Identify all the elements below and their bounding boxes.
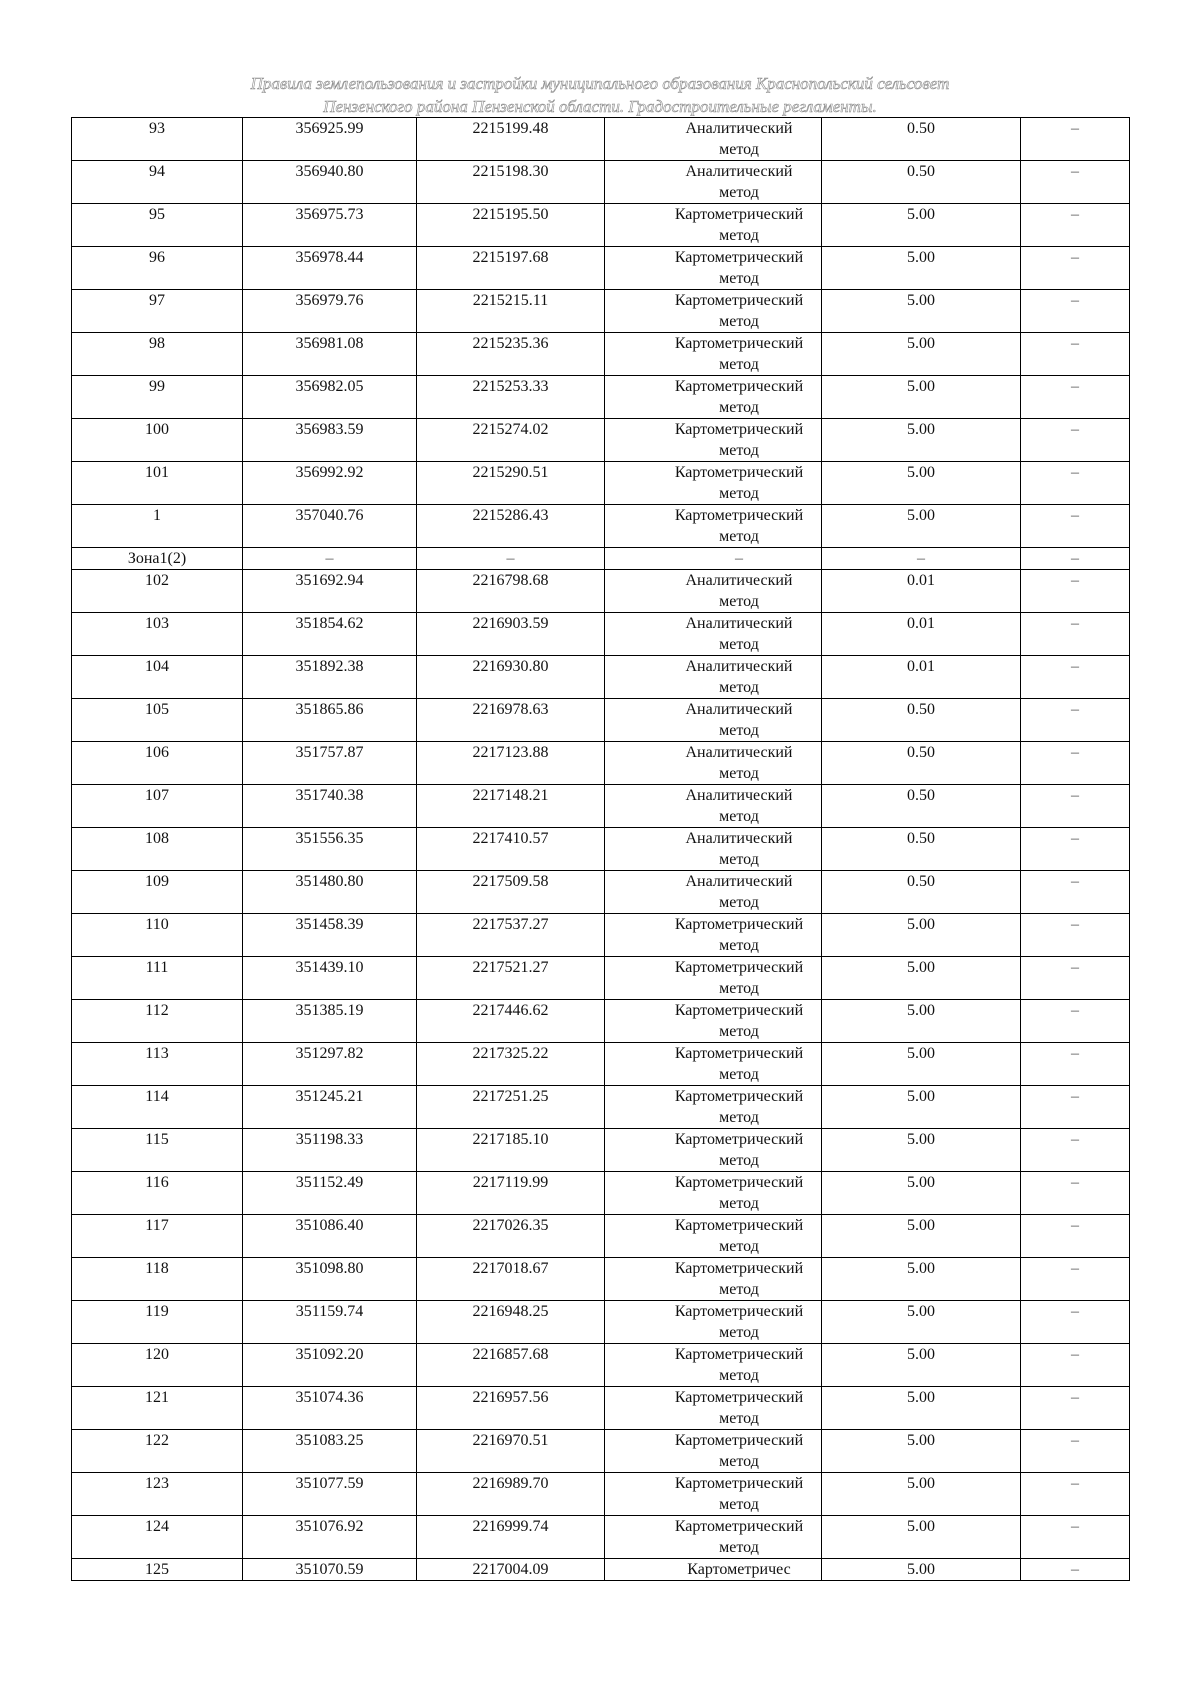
point-number-cell: 1 xyxy=(72,505,243,548)
x-coordinate-cell: 356981.08 xyxy=(243,333,417,376)
table-row xyxy=(72,957,1130,1000)
y-coordinate-cell: 2217004.09 xyxy=(417,1559,605,1581)
note-cell: – xyxy=(1021,1387,1130,1430)
note-cell: – xyxy=(1021,699,1130,742)
table-row xyxy=(72,1086,1130,1129)
method-cell xyxy=(605,204,822,247)
y-coordinate-cell: 2216957.56 xyxy=(417,1387,605,1430)
point-number-cell: 103 xyxy=(72,613,243,656)
table-row xyxy=(72,613,1130,656)
method-cell xyxy=(605,548,822,570)
table-row xyxy=(72,785,1130,828)
point-number-cell: 99 xyxy=(72,376,243,419)
accuracy-cell: 5.00 xyxy=(822,1258,1021,1301)
note-cell: – xyxy=(1021,742,1130,785)
point-number-cell: 105 xyxy=(72,699,243,742)
method-text: Картометрический метод xyxy=(674,1045,804,1083)
y-coordinate-cell: 2215199.48 xyxy=(417,118,605,161)
y-coordinate-cell: 2216798.68 xyxy=(417,570,605,613)
point-number-cell: 98 xyxy=(72,333,243,376)
y-coordinate-cell: 2217410.57 xyxy=(417,828,605,871)
method-cell xyxy=(605,871,822,914)
x-coordinate-cell: 351480.80 xyxy=(243,871,417,914)
x-coordinate-cell: 356992.92 xyxy=(243,462,417,505)
method-cell xyxy=(605,1430,822,1473)
point-number-cell: 112 xyxy=(72,1000,243,1043)
note-cell: – xyxy=(1021,1473,1130,1516)
method-text: Аналитический метод xyxy=(685,120,793,158)
point-number-cell: 102 xyxy=(72,570,243,613)
accuracy-cell: 5.00 xyxy=(822,247,1021,290)
x-coordinate-cell: 356979.76 xyxy=(243,290,417,333)
point-number-cell: 117 xyxy=(72,1215,243,1258)
coordinates-table xyxy=(71,117,1130,1581)
accuracy-cell: 0.01 xyxy=(822,613,1021,656)
table-row xyxy=(72,1215,1130,1258)
method-text: Картометрический метод xyxy=(674,1131,804,1169)
x-coordinate-cell: 351098.80 xyxy=(243,1258,417,1301)
method-text: Картометрический метод xyxy=(674,292,804,330)
note-cell: – xyxy=(1021,1172,1130,1215)
table-row xyxy=(72,656,1130,699)
table-row xyxy=(72,1344,1130,1387)
note-cell: – xyxy=(1021,1129,1130,1172)
y-coordinate-cell: 2215215.11 xyxy=(417,290,605,333)
point-number-cell: 122 xyxy=(72,1430,243,1473)
y-coordinate-cell: 2215198.30 xyxy=(417,161,605,204)
accuracy-cell: 0.50 xyxy=(822,871,1021,914)
method-cell xyxy=(605,333,822,376)
method-cell xyxy=(605,1387,822,1430)
note-cell: – xyxy=(1021,419,1130,462)
method-cell xyxy=(605,118,822,161)
x-coordinate-cell: 351159.74 xyxy=(243,1301,417,1344)
point-number-cell: 109 xyxy=(72,871,243,914)
x-coordinate-cell: 351074.36 xyxy=(243,1387,417,1430)
method-cell xyxy=(605,1086,822,1129)
note-cell: – xyxy=(1021,1043,1130,1086)
accuracy-cell: 0.50 xyxy=(822,161,1021,204)
method-cell xyxy=(605,828,822,871)
method-cell xyxy=(605,1344,822,1387)
note-cell: – xyxy=(1021,333,1130,376)
x-coordinate-cell: 351439.10 xyxy=(243,957,417,1000)
y-coordinate-cell: 2216970.51 xyxy=(417,1430,605,1473)
method-cell xyxy=(605,914,822,957)
x-coordinate-cell: 351757.87 xyxy=(243,742,417,785)
y-coordinate-cell: 2217119.99 xyxy=(417,1172,605,1215)
accuracy-cell: 5.00 xyxy=(822,505,1021,548)
method-text: Картометрический метод xyxy=(674,206,804,244)
table-row xyxy=(72,742,1130,785)
method-cell xyxy=(605,1129,822,1172)
x-coordinate-cell: 351152.49 xyxy=(243,1172,417,1215)
accuracy-cell: 5.00 xyxy=(822,1516,1021,1559)
note-cell: – xyxy=(1021,376,1130,419)
y-coordinate-cell: 2216978.63 xyxy=(417,699,605,742)
point-number-cell: 94 xyxy=(72,161,243,204)
accuracy-cell: 5.00 xyxy=(822,1000,1021,1043)
x-coordinate-cell: 351740.38 xyxy=(243,785,417,828)
table-row xyxy=(72,333,1130,376)
y-coordinate-cell: 2215274.02 xyxy=(417,419,605,462)
method-cell xyxy=(605,785,822,828)
accuracy-cell: 5.00 xyxy=(822,1344,1021,1387)
point-number-cell: 108 xyxy=(72,828,243,871)
point-number-cell: 101 xyxy=(72,462,243,505)
note-cell: – xyxy=(1021,1215,1130,1258)
note-cell: – xyxy=(1021,462,1130,505)
note-cell: – xyxy=(1021,785,1130,828)
method-cell xyxy=(605,1000,822,1043)
note-cell: – xyxy=(1021,1516,1130,1559)
method-cell xyxy=(605,957,822,1000)
accuracy-cell: 5.00 xyxy=(822,1473,1021,1516)
table-row xyxy=(72,1129,1130,1172)
point-number-cell: 110 xyxy=(72,914,243,957)
y-coordinate-cell: 2215197.68 xyxy=(417,247,605,290)
y-coordinate-cell: 2215290.51 xyxy=(417,462,605,505)
point-number-cell: 95 xyxy=(72,204,243,247)
method-cell xyxy=(605,1215,822,1258)
note-cell: – xyxy=(1021,161,1130,204)
accuracy-cell: 0.50 xyxy=(822,742,1021,785)
accuracy-cell: 5.00 xyxy=(822,1043,1021,1086)
accuracy-cell: 5.00 xyxy=(822,914,1021,957)
y-coordinate-cell: 2216948.25 xyxy=(417,1301,605,1344)
method-text: Картометрический метод xyxy=(674,507,804,545)
accuracy-cell: 5.00 xyxy=(822,1086,1021,1129)
method-cell xyxy=(605,699,822,742)
x-coordinate-cell: 356975.73 xyxy=(243,204,417,247)
x-coordinate-cell: 351865.86 xyxy=(243,699,417,742)
table-row xyxy=(72,1043,1130,1086)
point-number-cell: 124 xyxy=(72,1516,243,1559)
y-coordinate-cell: 2217026.35 xyxy=(417,1215,605,1258)
method-cell xyxy=(605,742,822,785)
note-cell: – xyxy=(1021,1430,1130,1473)
y-coordinate-cell: 2215195.50 xyxy=(417,204,605,247)
y-coordinate-cell: 2215235.36 xyxy=(417,333,605,376)
note-cell: – xyxy=(1021,505,1130,548)
note-cell: – xyxy=(1021,1258,1130,1301)
note-cell: – xyxy=(1021,656,1130,699)
y-coordinate-cell: 2217521.27 xyxy=(417,957,605,1000)
x-coordinate-cell: 351077.59 xyxy=(243,1473,417,1516)
table-row xyxy=(72,376,1130,419)
accuracy-cell: 0.50 xyxy=(822,118,1021,161)
accuracy-cell: 5.00 xyxy=(822,419,1021,462)
method-text: Картометрический метод xyxy=(674,1260,804,1298)
table-row xyxy=(72,548,1130,570)
y-coordinate-cell: 2217537.27 xyxy=(417,914,605,957)
method-cell xyxy=(605,419,822,462)
point-number-cell: 114 xyxy=(72,1086,243,1129)
table-row xyxy=(72,505,1130,548)
y-coordinate-cell: 2217509.58 xyxy=(417,871,605,914)
table-row xyxy=(72,290,1130,333)
point-number-cell: 106 xyxy=(72,742,243,785)
accuracy-cell: 5.00 xyxy=(822,1129,1021,1172)
note-cell: – xyxy=(1021,118,1130,161)
method-text: Картометричес xyxy=(687,1561,791,1578)
point-number-cell: 116 xyxy=(72,1172,243,1215)
y-coordinate-cell: 2216857.68 xyxy=(417,1344,605,1387)
accuracy-cell: 0.01 xyxy=(822,570,1021,613)
x-coordinate-cell: 351458.39 xyxy=(243,914,417,957)
table-row xyxy=(72,204,1130,247)
point-number-cell: 93 xyxy=(72,118,243,161)
table-row xyxy=(72,699,1130,742)
y-coordinate-cell: 2216989.70 xyxy=(417,1473,605,1516)
y-coordinate-cell: 2216903.59 xyxy=(417,613,605,656)
method-text: Картометрический метод xyxy=(674,464,804,502)
note-cell: – xyxy=(1021,914,1130,957)
table-row xyxy=(72,247,1130,290)
table-row xyxy=(72,161,1130,204)
note-cell: – xyxy=(1021,290,1130,333)
point-number-cell: 115 xyxy=(72,1129,243,1172)
table-row xyxy=(72,1301,1130,1344)
method-text: Картометрический метод xyxy=(674,1303,804,1341)
y-coordinate-cell: 2215253.33 xyxy=(417,376,605,419)
method-cell xyxy=(605,1559,822,1581)
y-coordinate-cell: 2217123.88 xyxy=(417,742,605,785)
method-text: Аналитический метод xyxy=(685,744,793,782)
x-coordinate-cell: 351297.82 xyxy=(243,1043,417,1086)
table-row xyxy=(72,871,1130,914)
header-line-1: Правила землепользования и застройки муниципального образования Краснопольский сельсовет xyxy=(250,74,950,93)
point-number-cell: 113 xyxy=(72,1043,243,1086)
method-text: – xyxy=(735,550,743,567)
method-text: Аналитический метод xyxy=(685,787,793,825)
point-number-cell: 123 xyxy=(72,1473,243,1516)
x-coordinate-cell: 356982.05 xyxy=(243,376,417,419)
note-cell: – xyxy=(1021,828,1130,871)
note-cell: – xyxy=(1021,1344,1130,1387)
table-row xyxy=(72,1516,1130,1559)
method-text: Картометрический метод xyxy=(674,959,804,997)
note-cell: – xyxy=(1021,613,1130,656)
accuracy-cell: 0.01 xyxy=(822,656,1021,699)
method-text: Картометрический метод xyxy=(674,378,804,416)
y-coordinate-cell: 2217148.21 xyxy=(417,785,605,828)
method-text: Картометрический метод xyxy=(674,421,804,459)
method-text: Картометрический метод xyxy=(674,1217,804,1255)
y-coordinate-cell: 2217446.62 xyxy=(417,1000,605,1043)
method-text: Картометрический метод xyxy=(674,1174,804,1212)
point-number-cell: 125 xyxy=(72,1559,243,1581)
table-row xyxy=(72,1258,1130,1301)
table-row xyxy=(72,1430,1130,1473)
method-text: Картометрический метод xyxy=(674,335,804,373)
x-coordinate-cell: 351854.62 xyxy=(243,613,417,656)
y-coordinate-cell: 2216999.74 xyxy=(417,1516,605,1559)
method-cell xyxy=(605,1473,822,1516)
x-coordinate-cell: 356983.59 xyxy=(243,419,417,462)
method-cell xyxy=(605,161,822,204)
note-cell: – xyxy=(1021,1301,1130,1344)
note-cell: – xyxy=(1021,570,1130,613)
x-coordinate-cell: 351245.21 xyxy=(243,1086,417,1129)
method-cell xyxy=(605,1516,822,1559)
x-coordinate-cell: 351083.25 xyxy=(243,1430,417,1473)
note-cell: – xyxy=(1021,1000,1130,1043)
table-row xyxy=(72,118,1130,161)
accuracy-cell: 5.00 xyxy=(822,1215,1021,1258)
table-row xyxy=(72,828,1130,871)
x-coordinate-cell: 351198.33 xyxy=(243,1129,417,1172)
method-cell xyxy=(605,505,822,548)
method-text: Картометрический метод xyxy=(674,1346,804,1384)
note-cell: – xyxy=(1021,204,1130,247)
method-text: Картометрический метод xyxy=(674,1518,804,1556)
y-coordinate-cell: 2217325.22 xyxy=(417,1043,605,1086)
method-cell xyxy=(605,1172,822,1215)
coordinates-table-body xyxy=(72,118,1130,1581)
accuracy-cell: 5.00 xyxy=(822,1301,1021,1344)
accuracy-cell: 0.50 xyxy=(822,699,1021,742)
y-coordinate-cell: 2216930.80 xyxy=(417,656,605,699)
method-text: Аналитический метод xyxy=(685,615,793,653)
point-number-cell: 119 xyxy=(72,1301,243,1344)
point-number-cell: 107 xyxy=(72,785,243,828)
method-text: Картометрический метод xyxy=(674,916,804,954)
x-coordinate-cell: 356925.99 xyxy=(243,118,417,161)
point-number-cell: 100 xyxy=(72,419,243,462)
note-cell: – xyxy=(1021,1086,1130,1129)
accuracy-cell: 0.50 xyxy=(822,828,1021,871)
method-text: Аналитический метод xyxy=(685,873,793,911)
x-coordinate-cell: – xyxy=(243,548,417,570)
note-cell: – xyxy=(1021,871,1130,914)
x-coordinate-cell: 356940.80 xyxy=(243,161,417,204)
accuracy-cell: 5.00 xyxy=(822,1430,1021,1473)
accuracy-cell: 5.00 xyxy=(822,204,1021,247)
point-number-cell: 96 xyxy=(72,247,243,290)
method-cell xyxy=(605,1258,822,1301)
method-text: Картометрический метод xyxy=(674,1088,804,1126)
x-coordinate-cell: 351092.20 xyxy=(243,1344,417,1387)
table-row xyxy=(72,570,1130,613)
method-text: Картометрический метод xyxy=(674,1002,804,1040)
y-coordinate-cell: 2217251.25 xyxy=(417,1086,605,1129)
accuracy-cell: 5.00 xyxy=(822,376,1021,419)
x-coordinate-cell: 356978.44 xyxy=(243,247,417,290)
method-cell xyxy=(605,656,822,699)
method-text: Аналитический метод xyxy=(685,830,793,868)
method-cell xyxy=(605,247,822,290)
accuracy-cell: 5.00 xyxy=(822,333,1021,376)
note-cell: – xyxy=(1021,247,1130,290)
table-row xyxy=(72,1559,1130,1581)
point-number-cell: 120 xyxy=(72,1344,243,1387)
accuracy-cell: 5.00 xyxy=(822,1172,1021,1215)
note-cell: – xyxy=(1021,548,1130,570)
table-row xyxy=(72,914,1130,957)
y-coordinate-cell: 2215286.43 xyxy=(417,505,605,548)
header-line-2: Пензенского района Пензенской области. Градостроительные регламенты. xyxy=(323,97,877,116)
y-coordinate-cell: – xyxy=(417,548,605,570)
x-coordinate-cell: 351556.35 xyxy=(243,828,417,871)
table-row xyxy=(72,1172,1130,1215)
method-cell xyxy=(605,570,822,613)
method-text: Картометрический метод xyxy=(674,1475,804,1513)
table-row xyxy=(72,419,1130,462)
method-text: Картометрический метод xyxy=(674,1389,804,1427)
x-coordinate-cell: 351086.40 xyxy=(243,1215,417,1258)
point-number-cell: 111 xyxy=(72,957,243,1000)
method-cell xyxy=(605,290,822,333)
table-row xyxy=(72,1387,1130,1430)
method-text: Аналитический метод xyxy=(685,701,793,739)
y-coordinate-cell: 2217018.67 xyxy=(417,1258,605,1301)
method-text: Картометрический метод xyxy=(674,249,804,287)
note-cell: – xyxy=(1021,1559,1130,1581)
table-row xyxy=(72,462,1130,505)
point-number-cell: 121 xyxy=(72,1387,243,1430)
method-text: Картометрический метод xyxy=(674,1432,804,1470)
method-cell xyxy=(605,1301,822,1344)
table-row xyxy=(72,1000,1130,1043)
accuracy-cell: 0.50 xyxy=(822,785,1021,828)
accuracy-cell: 5.00 xyxy=(822,1559,1021,1581)
method-text: Аналитический метод xyxy=(685,163,793,201)
accuracy-cell: 5.00 xyxy=(822,462,1021,505)
x-coordinate-cell: 351070.59 xyxy=(243,1559,417,1581)
x-coordinate-cell: 351692.94 xyxy=(243,570,417,613)
accuracy-cell: 5.00 xyxy=(822,1387,1021,1430)
method-cell xyxy=(605,1043,822,1086)
x-coordinate-cell: 351076.92 xyxy=(243,1516,417,1559)
x-coordinate-cell: 351892.38 xyxy=(243,656,417,699)
accuracy-cell: – xyxy=(822,548,1021,570)
point-number-cell: 118 xyxy=(72,1258,243,1301)
method-cell xyxy=(605,376,822,419)
accuracy-cell: 5.00 xyxy=(822,290,1021,333)
x-coordinate-cell: 351385.19 xyxy=(243,1000,417,1043)
point-number-cell: 97 xyxy=(72,290,243,333)
method-text: Аналитический метод xyxy=(685,658,793,696)
x-coordinate-cell: 357040.76 xyxy=(243,505,417,548)
accuracy-cell: 5.00 xyxy=(822,957,1021,1000)
y-coordinate-cell: 2217185.10 xyxy=(417,1129,605,1172)
method-text: Аналитический метод xyxy=(685,572,793,610)
point-number-cell: Зона1(2) xyxy=(72,548,243,570)
table-row xyxy=(72,1473,1130,1516)
method-cell xyxy=(605,613,822,656)
note-cell: – xyxy=(1021,957,1130,1000)
method-cell xyxy=(605,462,822,505)
point-number-cell: 104 xyxy=(72,656,243,699)
